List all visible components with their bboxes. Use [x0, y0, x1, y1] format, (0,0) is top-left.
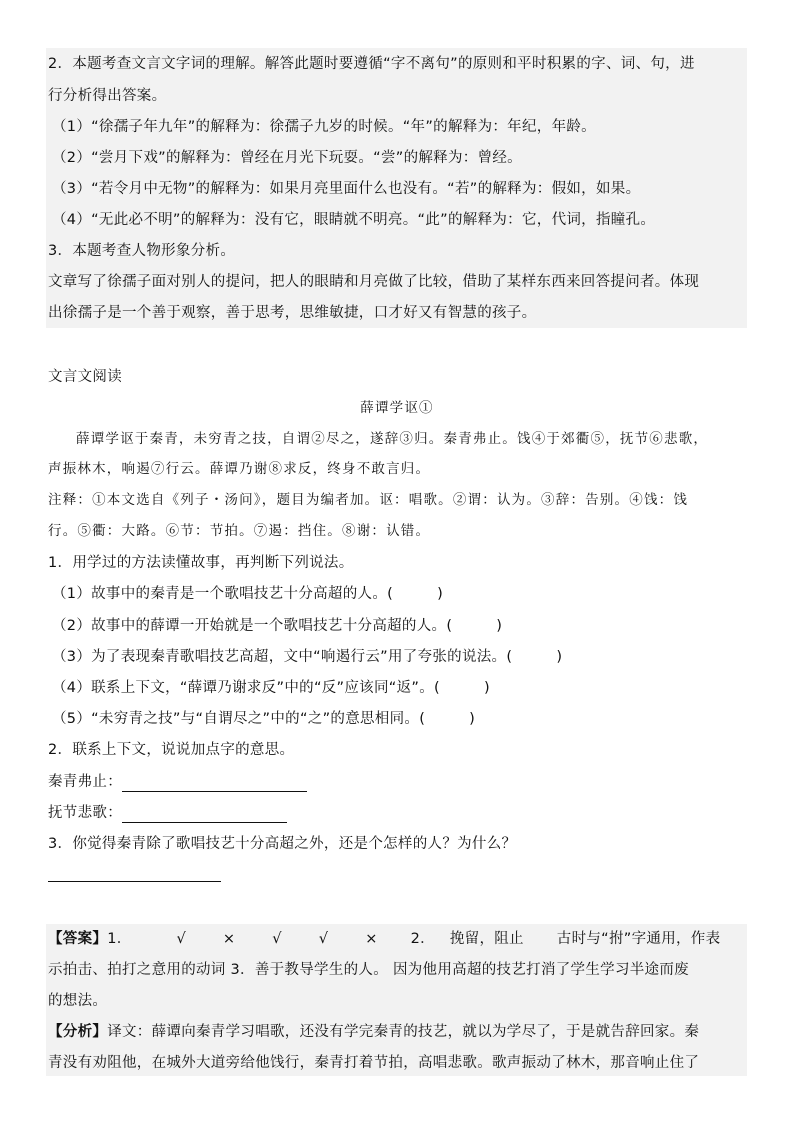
judge-text: （4）联系上下文，“薛谭乃谢求反”中的“反”应该同“返”。(: [52, 680, 440, 696]
close-paren: ): [483, 680, 490, 696]
judge-text: （2）故事中的薛谭一开始就是一个歌唱技艺十分高超的人。(: [52, 618, 453, 634]
answer-line3: 的想法。: [48, 993, 108, 1009]
answer-mark: √: [272, 931, 282, 947]
q2-explanation-line2: 行分析得出答案。: [48, 88, 167, 104]
answer-q1-num: 1．: [107, 931, 132, 947]
answer-mark: √: [318, 931, 329, 947]
notes-line1: 注释：①本文选自《列子・汤问》，题目为编者加。讴：唱歌。②谓：认为。③辞：告别。④饯：饯: [48, 492, 689, 508]
judge-item-4: [52, 678, 490, 698]
judge-text: （5）“未穷青之技”与“自谓尽之”中的“之”的意思相同。(: [52, 711, 426, 727]
answer-mark: ×: [222, 931, 236, 947]
close-paren: ): [496, 618, 503, 634]
explanation-item: （3）“若令月中无物”的解释为：如果月亮里面什么也没有。“若”的解释为：假如，如果。: [52, 181, 641, 197]
answer-blank[interactable]: [122, 806, 287, 823]
judge-text: （1）故事中的秦青是一个歌唱技艺十分高超的人。(: [52, 586, 394, 602]
q3-explanation-line1: 文章写了徐孺子面对别人的提问，把人的眼睛和月亮做了比较，借助了某样东西来回答提问者。体现: [48, 274, 700, 290]
answer-text: 挽留，阻止: [449, 931, 524, 947]
answer-text: 古时与“拊”字通用，作表: [556, 931, 721, 947]
judge-item-3: [52, 647, 562, 667]
passage-title: 薛谭学讴①: [360, 400, 434, 416]
answer-mark: ×: [365, 931, 378, 947]
answer-blank[interactable]: [122, 775, 307, 792]
answer-line2: 示拍击、拍打之意用的动词 3．善于教导学生的人。 因为他用高超的技艺打消了学生学习半途而废: [48, 962, 689, 978]
analysis-line1: [48, 1022, 699, 1042]
answer-q2-num: 2．: [410, 931, 435, 947]
fill-row-1: [48, 772, 307, 792]
analysis-text: 译文：薛谭向秦青学习唱歌，还没有学完秦青的技艺，就以为学尽了，于是就告辞回家。秦: [107, 1024, 700, 1040]
fill-label: 抚节悲歌：: [48, 805, 122, 821]
close-paren: ): [469, 711, 476, 727]
close-paren: ): [437, 586, 444, 602]
analysis-label: 【分析】: [48, 1024, 108, 1040]
notes-line2: 行。⑤衢：大路。⑥节：节拍。⑦遏：挡住。⑧谢：认错。: [48, 523, 431, 539]
judge-item-1: [52, 584, 443, 604]
answer-mark: √: [176, 931, 186, 947]
explanation-item: （1）“徐孺子年九年”的解释为：徐孺子九岁的时候。“年”的解释为：年纪，年龄。: [52, 119, 596, 135]
judge-text: （3）为了表现秦青歌唱技艺高超，文中“响遏行云”用了夸张的说法。(: [52, 649, 513, 665]
judge-item-5: [52, 709, 475, 729]
answer-label: 【答案】: [48, 931, 108, 947]
q2-explanation-line1: 2．本题考查文言文字词的理解。解答此题时要遵循“字不离句”的原则和平时积累的字、词、句，进: [48, 56, 695, 72]
q3-explanation-line2: 出徐孺子是一个善于观察，善于思考，思维敏捷，口才好又有智慧的孩子。: [48, 305, 537, 321]
judge-item-2: [52, 616, 502, 636]
question-3: 3．你觉得秦青除了歌唱技艺十分高超之外，还是个怎样的人？为什么？: [48, 836, 517, 852]
question-2: 2．联系上下文，说说加点字的意思。: [48, 742, 295, 758]
q3-explanation-title: 3．本题考查人物形象分析。: [48, 243, 236, 259]
fill-label: 秦青弗止：: [48, 774, 122, 790]
section-heading: 文言文阅读: [48, 369, 122, 385]
answer-line1: [48, 929, 720, 949]
explanation-item: （4）“无此必不明”的解释为：没有它，眼睛就不明亮。“此”的解释为：它，代词，指瞳孔。: [52, 212, 656, 228]
analysis-line2: 青没有劝阻他，在城外大道旁给他饯行，秦青打着节拍，高唱悲歌。歌声振动了林木，那音响止住了: [48, 1055, 700, 1071]
passage-line2: 声振林木，响遏⑦行云。薛谭乃谢⑧求反，终身不敢言归。: [48, 461, 431, 477]
fill-row-2: [48, 803, 287, 823]
answer-blank[interactable]: [48, 881, 221, 882]
passage-line1: 薛谭学讴于秦青，未穷青之技，自谓②尽之，遂辞③归。秦青弗止。饯④于郊衢⑤，抚节⑥悲歌，: [76, 431, 709, 447]
question-1: 1．用学过的方法读懂故事，再判断下列说法。: [48, 555, 354, 571]
close-paren: ): [556, 649, 563, 665]
explanation-item: （2）“尝月下戏”的解释为：曾经在月光下玩耍。“尝”的解释为：曾经。: [52, 150, 522, 166]
